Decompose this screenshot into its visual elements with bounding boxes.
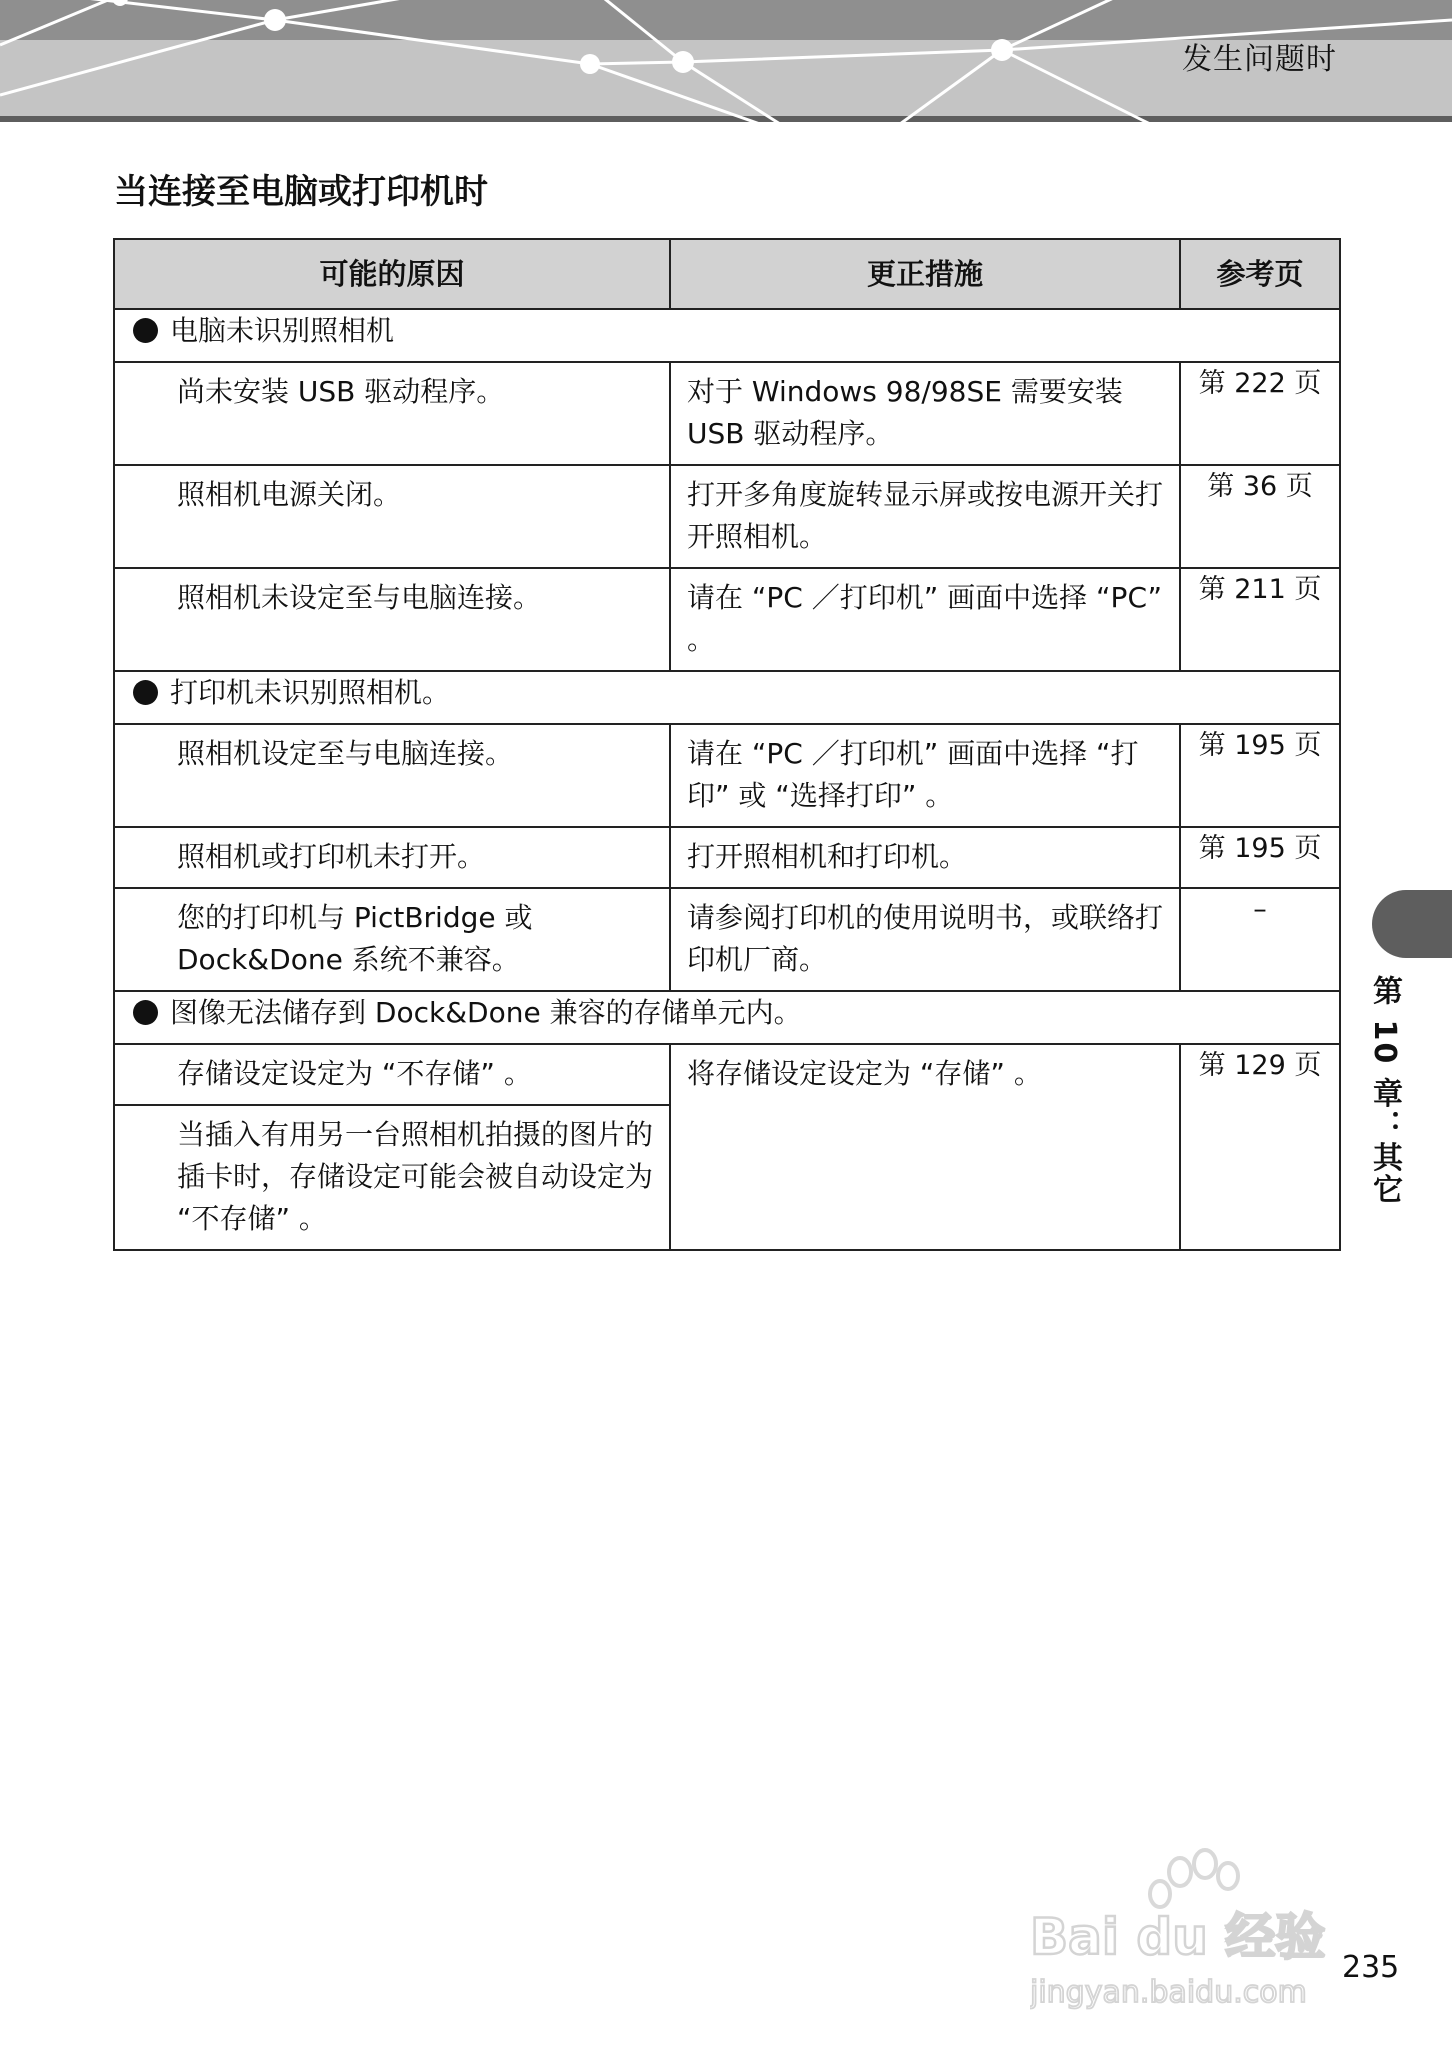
group-heading bbox=[114, 309, 1340, 362]
column-header-fix: 更正措施 bbox=[670, 239, 1180, 309]
watermark-brand: Bai du 经验 bbox=[1030, 1908, 1326, 1966]
column-header-cause: 可能的原因 bbox=[114, 239, 670, 309]
cause-cell: 当插入有用另一台照相机拍摄的图片的插卡时，存储设定可能会被自动设定为 “不存储” 。 bbox=[114, 1105, 670, 1250]
group-heading bbox=[114, 991, 1340, 1044]
fix-cell: 请参阅打印机的使用说明书，或联络打印机厂商。 bbox=[670, 888, 1180, 991]
ref-cell: 第 222 页 bbox=[1180, 362, 1340, 465]
cause-cell: 照相机或打印机未打开。 bbox=[114, 827, 670, 888]
table-header-row bbox=[114, 239, 1340, 309]
group-title: 图像无法储存到 Dock&Done 兼容的存储单元内。 bbox=[170, 996, 802, 1029]
group-heading bbox=[114, 671, 1340, 724]
cause-cell: 您的打印机与 PictBridge 或 Dock&Done 系统不兼容。 bbox=[114, 888, 670, 991]
bullet-icon bbox=[133, 1000, 158, 1025]
fix-cell: 请在 “PC ／打印机” 画面中选择 “PC” 。 bbox=[670, 568, 1180, 671]
group-row bbox=[114, 671, 1340, 724]
table-row bbox=[114, 465, 1340, 568]
ref-cell: 第 195 页 bbox=[1180, 724, 1340, 827]
fix-cell: 将存储设定设定为 “存储” 。 bbox=[670, 1044, 1180, 1250]
ref-cell: 第 129 页 bbox=[1180, 1044, 1340, 1250]
header-title: 发生问题时 bbox=[1182, 42, 1337, 77]
table-row bbox=[114, 362, 1340, 465]
column-header-ref: 参考页 bbox=[1180, 239, 1340, 309]
fix-cell: 打开多角度旋转显示屏或按电源开关打开照相机。 bbox=[670, 465, 1180, 568]
chapter-side-label: 第 10 章：其它 bbox=[1367, 975, 1402, 1206]
ref-cell: 第 211 页 bbox=[1180, 568, 1340, 671]
watermark-url: jingyan.baidu.com bbox=[1030, 1975, 1307, 2010]
fix-cell: 对于 Windows 98/98SE 需要安装 USB 驱动程序。 bbox=[670, 362, 1180, 465]
fix-cell: 请在 “PC ／打印机” 画面中选择 “打印” 或 “选择打印” 。 bbox=[670, 724, 1180, 827]
group-row bbox=[114, 991, 1340, 1044]
table-row bbox=[114, 724, 1340, 827]
bullet-icon bbox=[133, 318, 158, 343]
page-number: 235 bbox=[1342, 1950, 1400, 1985]
ref-cell: 第 36 页 bbox=[1180, 465, 1340, 568]
chapter-tab-marker bbox=[1372, 890, 1452, 958]
table-row bbox=[114, 827, 1340, 888]
table-row bbox=[114, 1044, 1340, 1105]
ref-cell: 第 195 页 bbox=[1180, 827, 1340, 888]
ref-cell: – bbox=[1180, 888, 1340, 991]
cause-cell: 尚未安装 USB 驱动程序。 bbox=[114, 362, 670, 465]
group-title: 打印机未识别照相机。 bbox=[170, 676, 451, 709]
group-title: 电脑未识别照相机 bbox=[170, 314, 395, 347]
cause-cell: 照相机设定至与电脑连接。 bbox=[114, 724, 670, 827]
watermark-logo bbox=[1030, 1842, 1350, 2018]
cause-cell: 照相机电源关闭。 bbox=[114, 465, 670, 568]
fix-cell: 打开照相机和打印机。 bbox=[670, 827, 1180, 888]
group-row bbox=[114, 309, 1340, 362]
cause-cell: 存储设定设定为 “不存储” 。 bbox=[114, 1044, 670, 1105]
cause-cell: 照相机未设定至与电脑连接。 bbox=[114, 568, 670, 671]
section-title: 当连接至电脑或打印机时 bbox=[114, 172, 488, 212]
table-row bbox=[114, 568, 1340, 671]
bullet-icon bbox=[133, 680, 158, 705]
table-row bbox=[114, 888, 1340, 991]
troubleshooting-table bbox=[113, 238, 1341, 1251]
